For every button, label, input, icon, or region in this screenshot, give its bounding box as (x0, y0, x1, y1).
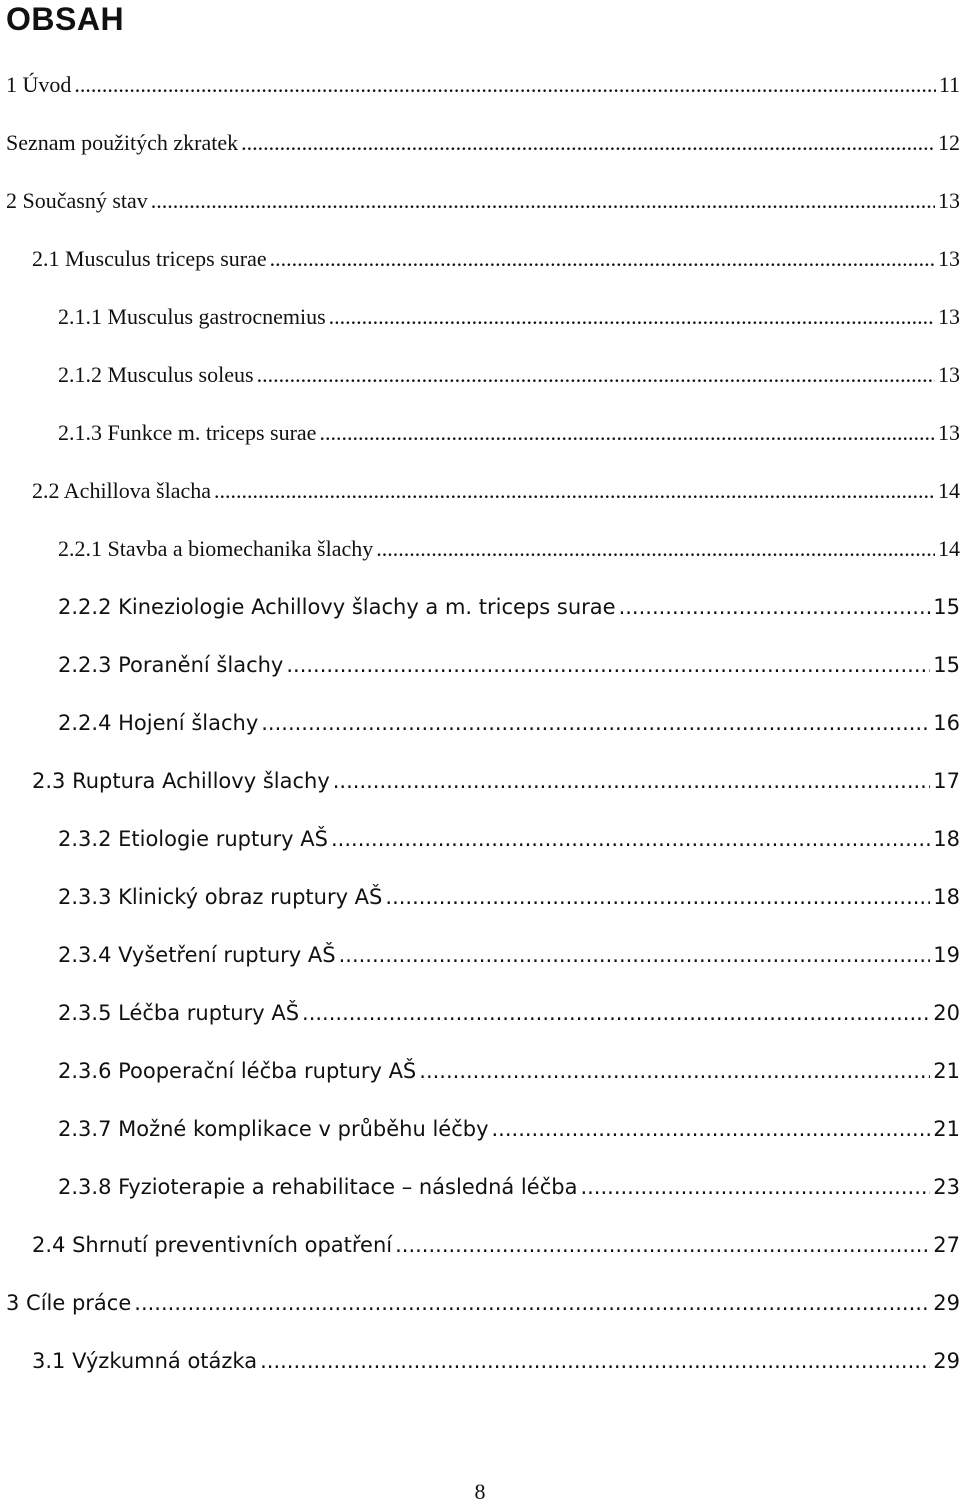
toc-entry-page: 11 (938, 72, 960, 97)
toc-entry[interactable] (32, 1346, 960, 1376)
toc-entry[interactable] (58, 824, 960, 854)
toc-entry-label: 2.1 Musculus triceps surae (32, 246, 267, 271)
page-title: OBSAH (6, 1, 125, 37)
toc-entry[interactable] (58, 998, 960, 1028)
toc-dot-leader (134, 1288, 930, 1318)
toc-entry[interactable] (58, 1114, 960, 1144)
toc-entry-label: 2.3.5 Léčba ruptury AŠ (58, 1001, 300, 1025)
toc-dot-leader (385, 882, 930, 912)
toc-entry-page: 19 (933, 943, 960, 967)
toc-entry[interactable] (58, 534, 960, 564)
toc-dot-leader (580, 1172, 930, 1202)
toc-dot-leader (339, 940, 931, 970)
toc-entry[interactable] (58, 650, 960, 680)
toc-entry-page: 12 (938, 130, 960, 155)
toc-entry-page: 21 (933, 1059, 960, 1083)
toc-dot-leader (214, 476, 935, 506)
toc-dot-leader (261, 708, 930, 738)
toc-entry-page: 13 (938, 304, 960, 329)
toc-entry[interactable] (58, 592, 960, 622)
toc-entry[interactable] (58, 708, 960, 738)
toc-entry-page: 14 (938, 536, 960, 561)
toc-entry[interactable] (58, 882, 960, 912)
toc-entry-label: Seznam použitých zkratek (6, 130, 239, 155)
toc-entry[interactable] (58, 302, 960, 332)
toc-entry-page: 16 (933, 711, 960, 735)
toc-dot-leader (395, 1230, 930, 1260)
toc-entry-page: 13 (938, 420, 960, 445)
toc-entry-page: 14 (938, 478, 960, 503)
toc-entry-page: 29 (933, 1349, 960, 1373)
toc-entry[interactable] (58, 1056, 960, 1086)
toc-entry-label: 2.2.4 Hojení šlachy (58, 711, 259, 735)
toc-dot-leader (270, 244, 935, 274)
toc-entry[interactable] (32, 476, 960, 506)
toc-entry[interactable] (32, 244, 960, 274)
toc-entry-page: 18 (933, 885, 960, 909)
toc-entry-page: 13 (938, 188, 960, 213)
toc-entry-label: 2.3.8 Fyzioterapie a rehabilitace – následná léčba (58, 1175, 578, 1199)
toc-entry-label: 1 Úvod (6, 72, 72, 97)
toc-dot-leader (331, 824, 930, 854)
toc-entry-page: 15 (933, 653, 960, 677)
toc-dot-leader (257, 360, 935, 390)
toc-dot-leader (319, 418, 935, 448)
toc-entry-label: 2.3.7 Možné komplikace v průběhu léčby (58, 1117, 489, 1141)
toc-entry-label: 2.3.2 Etiologie ruptury AŠ (58, 827, 328, 851)
toc-entry-label: 2.2.1 Stavba a biomechanika šlachy (58, 536, 374, 561)
toc-entry-page: 13 (938, 362, 960, 387)
toc-dot-leader (376, 534, 935, 564)
toc-entry-page: 17 (933, 769, 960, 793)
toc-entry-page: 15 (933, 595, 960, 619)
toc-entry-page: 27 (933, 1233, 960, 1257)
toc-dot-leader (260, 1346, 930, 1376)
toc-entry[interactable] (58, 360, 960, 390)
toc-entry-label: 2.4 Shrnutí preventivních opatření (32, 1233, 393, 1257)
toc-entry-page: 20 (933, 1001, 960, 1025)
toc-entry-label: 2.2.2 Kineziologie Achillovy šlachy a m. triceps surae (58, 595, 616, 619)
toc-entry-page: 23 (933, 1175, 960, 1199)
toc-entry[interactable] (32, 1230, 960, 1260)
toc-entry[interactable] (58, 418, 960, 448)
toc-dot-leader (333, 766, 931, 796)
toc-dot-leader (151, 186, 935, 216)
toc-dot-leader (329, 302, 935, 332)
toc-dot-leader (74, 70, 935, 100)
toc-entry-label: 2.1.2 Musculus soleus (58, 362, 254, 387)
toc-entry-label: 2 Současný stav (6, 188, 148, 213)
toc-dot-leader (286, 650, 930, 680)
toc-dot-leader (619, 592, 931, 622)
toc-entry-page: 18 (933, 827, 960, 851)
toc-entry[interactable] (6, 186, 960, 216)
toc-entry[interactable] (6, 1288, 960, 1318)
toc-entry-label: 2.3.4 Vyšetření ruptury AŠ (58, 943, 336, 967)
toc-entry-label: 3 Cíle práce (6, 1291, 132, 1315)
toc-dot-leader (241, 128, 935, 158)
toc-entry[interactable] (58, 940, 960, 970)
toc-entry[interactable] (6, 70, 960, 100)
toc-entry-label: 2.3 Ruptura Achillovy šlachy (32, 769, 330, 793)
toc-entry-label: 2.1.3 Funkce m. triceps surae (58, 420, 317, 445)
toc-entry-label: 2.2 Achillova šlacha (32, 478, 212, 503)
toc-dot-leader (302, 998, 930, 1028)
toc-entry-label: 3.1 Výzkumná otázka (32, 1349, 258, 1373)
toc-entry-label: 2.1.1 Musculus gastrocnemius (58, 304, 326, 329)
page-number: 8 (474, 1479, 486, 1504)
toc-dot-leader (419, 1056, 930, 1086)
toc-entry-label: 2.2.3 Poranění šlachy (58, 653, 284, 677)
toc-entry-label: 2.3.3 Klinický obraz ruptury AŠ (58, 885, 383, 909)
toc-entry-page: 13 (938, 246, 960, 271)
toc-entry-page: 29 (933, 1291, 960, 1315)
toc-entry[interactable] (6, 128, 960, 158)
toc-entry-page: 21 (933, 1117, 960, 1141)
toc-entry[interactable] (32, 766, 960, 796)
toc-entry-label: 2.3.6 Pooperační léčba ruptury AŠ (58, 1059, 417, 1083)
toc-entry[interactable] (58, 1172, 960, 1202)
toc-dot-leader (492, 1114, 931, 1144)
